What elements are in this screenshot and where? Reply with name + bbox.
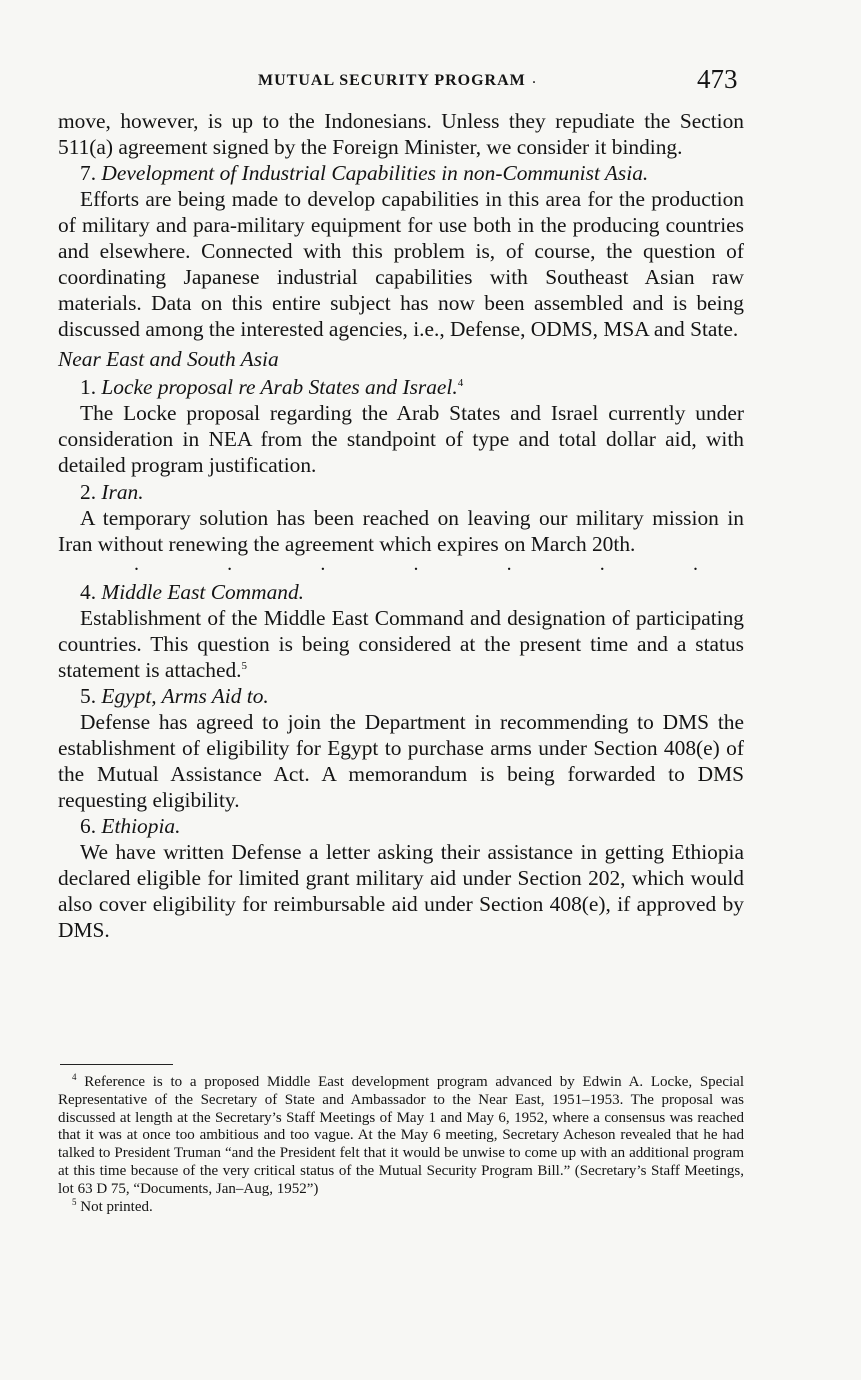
ellipsis-dot: . xyxy=(506,553,512,575)
footnote-5-marker: 5 xyxy=(72,1196,77,1207)
ellipsis-dot: . xyxy=(692,553,698,575)
item-7-number: 7. xyxy=(80,161,97,185)
item-7-title: Development of Industrial Capabilities in non-Communist Asia. xyxy=(101,161,649,185)
item-7-heading xyxy=(58,160,744,186)
footnote-4-marker: 4 xyxy=(72,1072,77,1082)
item-4-heading xyxy=(58,579,744,605)
item-4-title: Middle East Command. xyxy=(101,580,305,604)
body-text xyxy=(58,108,744,943)
item-6-number: 6. xyxy=(80,814,97,838)
header-separator: . xyxy=(532,70,536,87)
footnote-divider xyxy=(60,1064,173,1065)
item-1-text: The Locke proposal regarding the Arab States and Israel currently under consideration in NEA from the standpoint of type and total dollar aid, with detailed program justification. xyxy=(58,401,744,477)
item-7-text: Efforts are being made to develop capabilities in this area for the production of military and para-military equipment for use both in the producing countries and elsewhere. Connected with this problem is, of course, the question of coordinating Japanese industrial capabilities with Southeast Asian raw materials. Data on this entire subject has now been assembled and is being discussed among the interested agencies, i.e., Defense, ODMS, MSA and State. xyxy=(58,187,744,341)
footnote-ref-5: 5 xyxy=(241,659,248,672)
item-4-text xyxy=(58,605,744,683)
item-1-heading xyxy=(58,374,744,400)
item-6-title: Ethiopia. xyxy=(101,814,181,838)
item-4-number: 4. xyxy=(80,580,97,604)
page-header xyxy=(0,64,861,96)
footnote-4 xyxy=(58,1074,744,1199)
running-head: MUTUAL SECURITY PROGRAM xyxy=(258,72,526,89)
section-title: Near East and South Asia xyxy=(58,347,279,371)
paragraph-continuation: move, however, is up to the Indonesians. Unless they repudiate the Section 511(a) agreement signed by the Foreign Minister, we consider it binding. xyxy=(58,109,744,159)
ellipsis-dot: . xyxy=(413,553,419,575)
footnote-4-text: Reference is to a proposed Middle East development program advanced by Edwin A. Locke, Special Representative of the Secretary of State and Ambassador to the Near East, 1951–1953. The proposal was discussed at length at the Secretary’s Staff Meetings of May 1 and May 6, 1952, where a consensus was reached that it was at once too ambitious and too vague. At the May 6 meeting, Secretary Acheson revealed that he had talked to President Truman “and the President felt that it would be unwise to come up with an additional program at this time because of the very critical status of the Mutual Security Program Bill.” (Secretary’s Staff Meetings, lot 63 D 75, “Documents, Jan–Aug, 1952”) xyxy=(58,1074,744,1197)
footnote-5-text: Not printed. xyxy=(80,1198,153,1215)
item-5-text: Defense has agreed to join the Department in recommending to DMS the establishment of eligibility for Egypt to purchase arms under Section 408(e) of the Mutual Assistance Act. A memorandum is being forwarded to DMS requesting eligibility. xyxy=(58,710,744,812)
item-2-title: Iran. xyxy=(101,480,144,504)
item-5-number: 5. xyxy=(80,684,97,708)
item-2-number: 2. xyxy=(80,480,97,504)
item-5-heading xyxy=(58,683,744,709)
item-2-heading xyxy=(58,479,744,505)
item-4-body: Establishment of the Middle East Command and designation of participating countries. This question is being considered at the present time and a status statement is attached. xyxy=(58,606,744,682)
item-1-title: Locke proposal re Arab States and Israel. xyxy=(101,375,458,399)
footnote-ref-4: 4 xyxy=(457,376,464,389)
footnotes xyxy=(58,1074,744,1216)
ellipsis-dot: . xyxy=(227,553,233,575)
footnote-5 xyxy=(58,1196,744,1217)
omission-ellipsis xyxy=(58,553,744,579)
page-number: 473 xyxy=(697,64,738,94)
ellipsis-dot: . xyxy=(599,553,605,575)
item-6-heading xyxy=(58,813,744,839)
item-5-title: Egypt, Arms Aid to. xyxy=(101,684,269,708)
ellipsis-dot: . xyxy=(134,553,139,575)
item-1-number: 1. xyxy=(80,375,97,399)
item-2-text: A temporary solution has been reached on leaving our military mission in Iran without renewing the agreement which expires on March 20th. xyxy=(58,506,744,556)
item-6-text: We have written Defense a letter asking their assistance in getting Ethiopia declared eligible for limited grant military aid under Section 202, which would also cover eligibility for reimbursable aid under Section 408(e), if approved by DMS. xyxy=(58,840,744,942)
ellipsis-dot: . xyxy=(320,553,326,575)
